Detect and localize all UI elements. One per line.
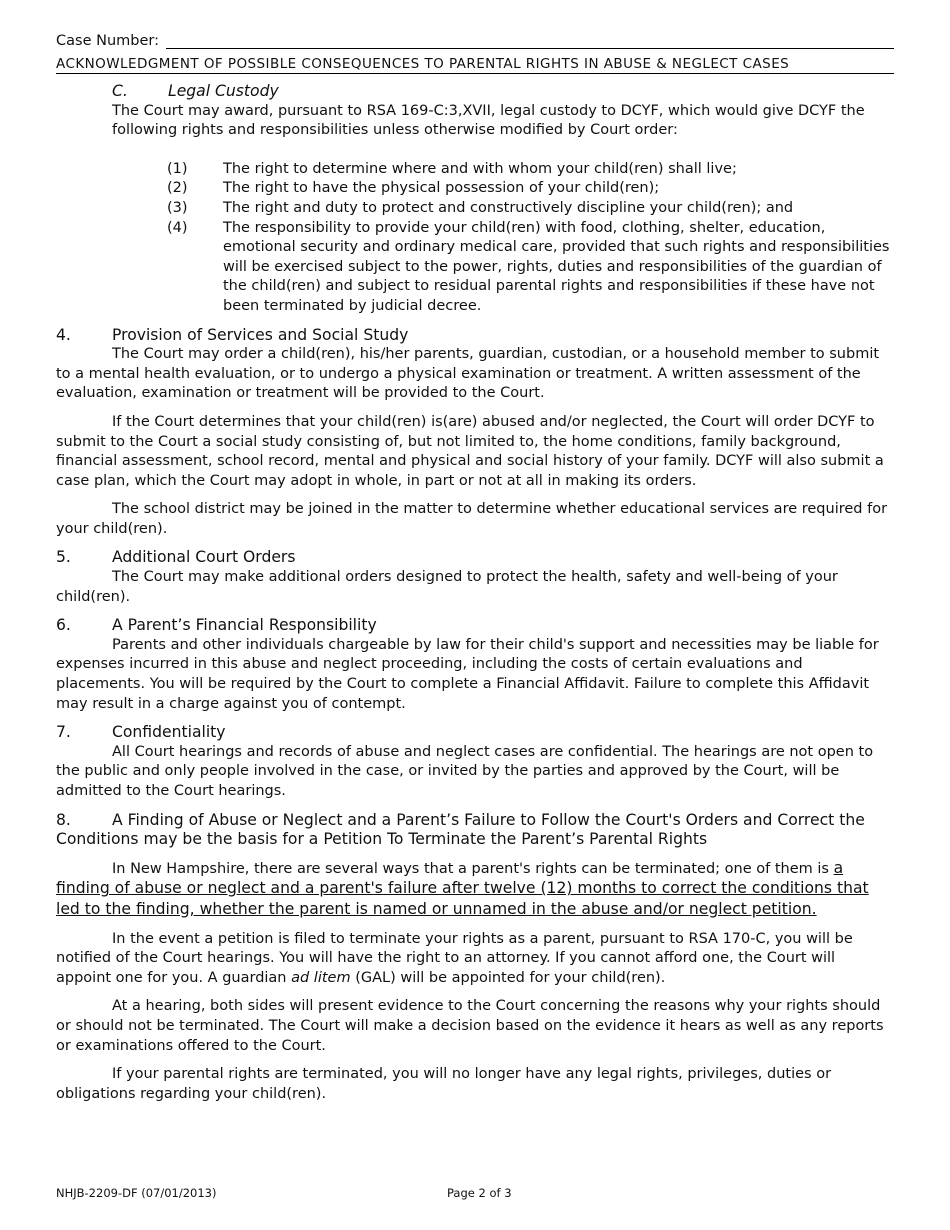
list-item-text: The right to determine where and with whom your child(ren) shall live; bbox=[223, 160, 737, 177]
section-8-paragraph-1 bbox=[56, 859, 894, 921]
section-4-paragraph-3: The school district may be joined in the matter to determine whether educational services are required for your child(ren). bbox=[56, 501, 888, 537]
section-5-number: 5. bbox=[56, 548, 71, 567]
case-number-row bbox=[56, 33, 894, 53]
section-8-italic-term: ad litem bbox=[291, 969, 351, 986]
list-item-number: (2) bbox=[167, 180, 188, 197]
document-body bbox=[56, 82, 894, 1104]
list-item-text: The responsibility to provide your child(ren) with food, clothing, shelter, education, emotional security and ordinary medical care, provided that such rights and responsibilities will be exercised subject to the power, rights, duties and responsibilities of the guardian of the child(ren) and subject to residual parental rights and responsibilities if these have not been terminated by judicial decree. bbox=[223, 219, 890, 314]
section-7-title: Confidentiality bbox=[112, 723, 226, 742]
section-4-paragraph-1: The Court may order a child(ren), his/her parents, guardian, custodian, or a household member to submit to a mental health evaluation, or to undergo a physical examination or treatment. A written assessment of the evaluation, examination or treatment will be provided to the Court. bbox=[56, 346, 880, 402]
section-c-heading bbox=[112, 82, 894, 102]
section-8-title: A Finding of Abuse or Neglect and a Parent’s Failure to Follow the Court's Orders and Correct the Conditions may be the basis for a Petition To Terminate the Parent’s Parental Rights bbox=[56, 810, 865, 849]
list-item bbox=[167, 219, 894, 317]
section-8-paragraph-3: At a hearing, both sides will present evidence to the Court concerning the reasons why your rights should or should not be terminated. The Court will make a decision based on the evidence it hears as well as any reports or examinations offered to the Court. bbox=[56, 998, 884, 1054]
section-8-paragraph-1-lead: In New Hampshire, there are several ways that a parent's rights can be terminated; one of them is bbox=[112, 860, 834, 877]
list-item-number: (3) bbox=[167, 199, 188, 216]
section-5-paragraph-1: The Court may make additional orders designed to protect the health, safety and well-being of your child(ren). bbox=[56, 569, 838, 605]
section-8-paragraph-2-after: (GAL) will be appointed for your child(ren). bbox=[350, 969, 666, 986]
section-5-heading bbox=[56, 548, 894, 568]
section-4-paragraph-2: If the Court determines that your child(ren) is(are) abused and/or neglected, the Court will order DCYF to submit to the Court a social study consisting of, but not limited to, the home conditions, family background, financial assessment, school record, mental and physical and social history of your family. DCYF will also submit a case plan, which the Court may adopt in whole, in part or not at all in making its orders. bbox=[56, 413, 884, 489]
section-7-paragraph-1: All Court hearings and records of abuse and neglect cases are confidential. The hearings are not open to the public and only people involved in the case, or invited by the parties and approved by the Court, will be admitted to the Court hearings. bbox=[56, 743, 874, 799]
list-item bbox=[167, 160, 894, 180]
section-8-paragraph-2 bbox=[56, 930, 894, 989]
list-item-text: The right to have the physical possession of your child(ren); bbox=[223, 180, 660, 197]
section-7-heading bbox=[56, 723, 894, 743]
list-item bbox=[167, 199, 894, 219]
section-4-title: Provision of Services and Social Study bbox=[112, 325, 409, 344]
section-4-heading bbox=[56, 326, 894, 346]
section-6-heading bbox=[56, 616, 894, 636]
section-7-number: 7. bbox=[56, 723, 71, 742]
list-item-text: The right and duty to protect and constructively discipline your child(ren); and bbox=[223, 199, 794, 216]
section-c-title: Legal Custody bbox=[168, 82, 279, 100]
section-8-number: 8. bbox=[56, 810, 71, 829]
section-8-heading bbox=[56, 811, 894, 850]
footer-page-number: Page 2 of 3 bbox=[447, 1186, 512, 1200]
case-number-field[interactable] bbox=[166, 48, 894, 49]
list-item-number: (4) bbox=[167, 219, 188, 236]
section-6-number: 6. bbox=[56, 616, 71, 635]
list-item-number: (1) bbox=[167, 160, 188, 177]
custody-rights-list bbox=[167, 160, 894, 317]
section-6-paragraph-1: Parents and other individuals chargeable by law for their child's support and necessities may be liable for expenses incurred in this abuse and neglect proceeding, including the costs of certain evaluations and placements. You will be required by the Court to complete a Financial Affidavit. Failure to complete this Affidavit may result in a charge against you of contempt. bbox=[56, 636, 879, 712]
section-6-title: A Parent’s Financial Responsibility bbox=[112, 616, 377, 635]
section-5-title: Additional Court Orders bbox=[112, 548, 296, 567]
case-number-label: Case Number: bbox=[56, 33, 159, 49]
section-8-paragraph-2-before: In the event a petition is filed to terminate your rights as a parent, pursuant to RSA 170-C, you will be notified of the Court hearings. You will have the right to an attorney. If you cannot afford one, the Court will appoint one for you. A guardian bbox=[56, 930, 853, 986]
list-item bbox=[167, 179, 894, 199]
section-c-letter: C. bbox=[112, 82, 128, 100]
form-title: ACKNOWLEDGMENT OF POSSIBLE CONSEQUENCES TO PARENTAL RIGHTS IN ABUSE & NEGLECT CASES bbox=[56, 56, 894, 74]
section-8-paragraph-4: If your parental rights are terminated, you will no longer have any legal rights, privileges, duties or obligations regarding your child(ren). bbox=[56, 1066, 832, 1102]
section-c-intro: The Court may award, pursuant to RSA 169-C:3,XVII, legal custody to DCYF, which would give DCYF the following rights and responsibilities unless otherwise modified by Court order: bbox=[112, 102, 865, 139]
section-8-underlined-text: a finding of abuse or neglect and a parent's failure after twelve (12) months to correct the conditions that led to the finding, whether the parent is named or unnamed in the abuse and/or neglect petition. bbox=[56, 858, 869, 918]
section-4-number: 4. bbox=[56, 325, 71, 344]
footer-form-id: NHJB-2209-DF (07/01/2013) bbox=[56, 1186, 217, 1200]
